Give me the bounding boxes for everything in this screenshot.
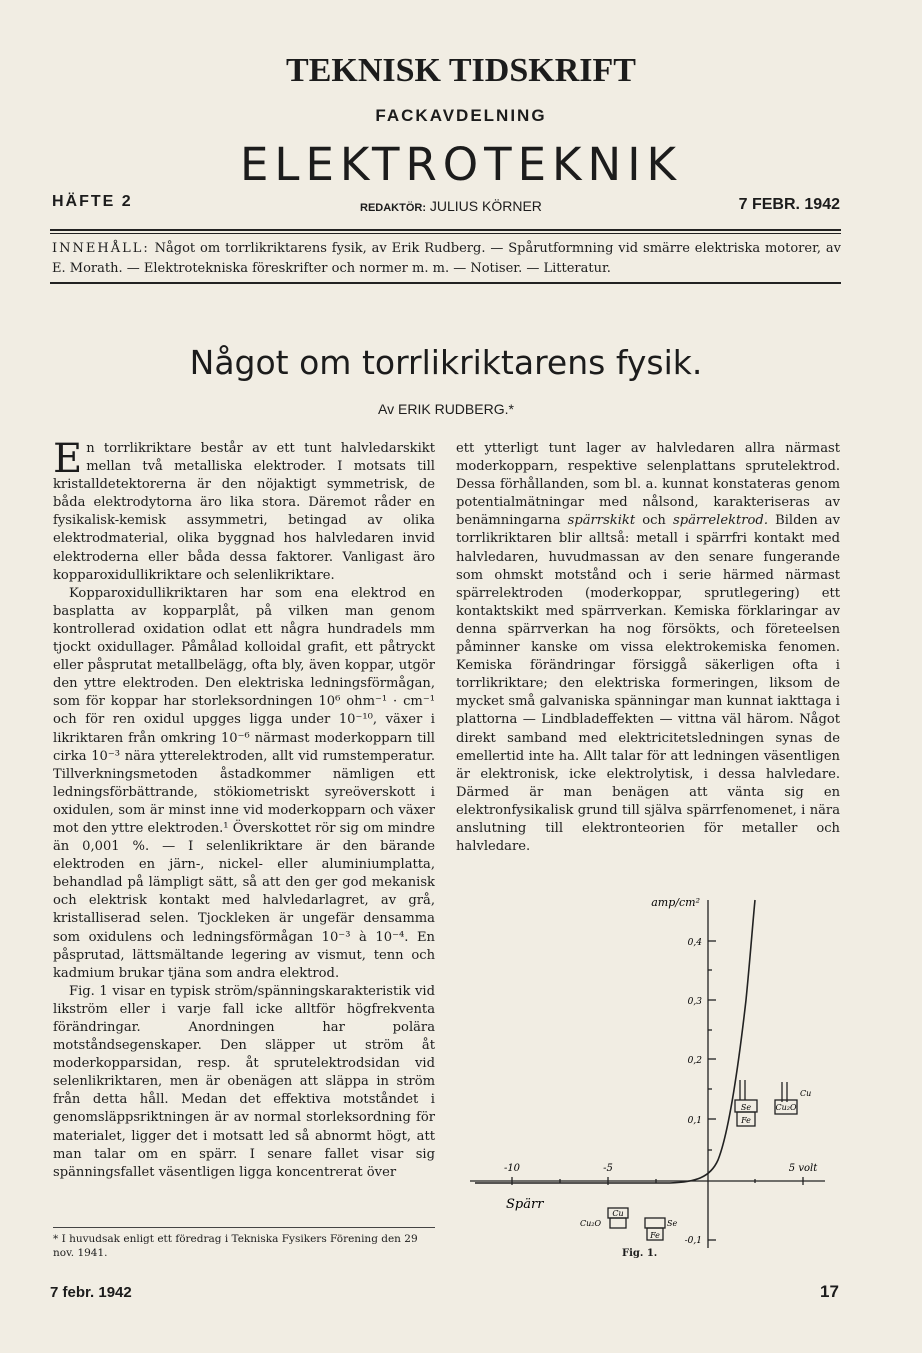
journal-title: TEKNISK TIDSKRIFT (286, 52, 636, 89)
svg-text:Cu₂O: Cu₂O (775, 1103, 797, 1112)
figure-1 (470, 890, 830, 1250)
paragraph: ett ytterligt tunt lager av halvledaren allra närmast moderkopparn, respektive selenplattans sprutelektrod. Dessa förhållanden, som bl. a. kunnat konstateras genom potentialmätningar med nålsond, karakteriseras av benämningarna spärrskikt och spärrelektrod. Bilden av torrlikriktaren blir alltså: metall i spärrfri kontakt med halvledaren, huvudmassan av den senare fungerande som ohmskt motstånd och i serie härmed närmast spärrelektroden (moderkoppar, sprutlegering) ett kontaktskikt med spärrverkan. Kemiska förklaringar av denna spärrverkan ha nog försökts, och företeelsen påminner kanske om vissa elektrokemiska fenomen. Kemiska förändringar försiggå säkerligen ofta i torrlikriktare; den elektriska formeringen, liksom de mycket små galvaniska spänningar man kunnat iakttaga i plattorna — Lindbladeffekten — vittna väl härom. Något direkt samband med elektricitetsledningen synas de emellertid inte ha. Allt talar för att ledningen väsentligen är elektronisk, icke elektrolytisk, i dessa halvledare. Därmed är man benägen att vänta sig en elektronfysikalisk grund till själva spärrfenomenet, i nära anslutning till elektronteorien för metaller och halvledare. (456, 441, 840, 855)
footnote: * I huvudsak enligt ett föredrag i Tekniska Fysikers Förening den 29 nov. 1941. (53, 1233, 418, 1259)
divider (50, 229, 841, 231)
contents-text: Något om torrlikriktarens fysik, av Erik Rudberg. — Spårutformning vid smärre elektriska motorer, av E. Morath. — Elektrotekniska föreskrifter och normer m. m. — Notiser. — Litteratur. (52, 241, 841, 276)
x-unit-label: 5 volt (788, 1163, 818, 1174)
paragraph: Kopparoxidullikriktaren har som ena elektrod en basplatta av kopparplåt, på vilken man genom kontrollerad oxidation odlat ett några hundradels mm tjockt oxidullager. Påmålad kolloidal grafit, ett påtryckt eller påsprutat metallbelägg, ofta bly, även koppar, utgör den yttre elektroden. Den elektriska ledningsförmågan, som för koppar har storleksordningen 10⁶ ohm⁻¹ · cm⁻¹ och för ren oxidul upgges ligga under 10⁻¹⁰, växer i likriktaren från omkring 10⁻⁶ närmast moderkopparn till cirka 10⁻³ nära ytterelektroden, allt vid rumstemperatur. Tillverkningsmetoden åstadkommer nämligen ett ledningsförbättrande, stökiometriskt syreöverskott i oxidulen, som är minst inne vid moderkopparn och växer mot den yttre elektroden.¹ Överskottet rör sig om mindre än 0,001 %. — I selenlikriktare är den bärande elektroden en järn-, nickel- eller aluminiumplatta, behandlad på lämpligt sätt, så att den ger god mekanisk och elektrisk kontakt med halvledarlagret, av grå, kristalliserad selen. Tjockleken är ungefär densamma som oxidulens och ledningsförmågan 10⁻³ à 10⁻⁴. En påsprutad, lättsmältande legering av vismut, tenn och kadmium brukar tjäna som andra elektrod. (53, 585, 435, 981)
editor-line (360, 198, 542, 214)
editor-label: REDAKTÖR: (360, 202, 426, 214)
paragraph: Fig. 1 visar en typisk ström/spänningskarakteristik vid likström eller i varje fall icke alltför högfrekventa förändringar. Anordningen har polära motståndsegenskaper. Den släpper ut ström åt moderkopparsidan, resp. åt sprutelektrodsidan vid selenlikriktaren, men är obenägen att släppa in ström från detta håll. Medan det effektiva motståndet i genomsläppsriktningen är av normal storleksordning för materialet, ligger det i motsatt led så abnormt högt, att man talar om en spärr. I senare fallet visar sig spänningsfallet väsentligen ligga koncentrerat över (53, 983, 435, 1180)
article-byline: Av ERIK RUDBERG.* (378, 401, 514, 417)
footnote-rule (53, 1227, 435, 1228)
divider (50, 282, 841, 284)
y-tick-label: -0,1 (684, 1236, 702, 1246)
page-number: 17 (820, 1282, 839, 1301)
issue-date: 7 FEBR. 1942 (738, 196, 840, 213)
x-tick-label: -5 (603, 1163, 613, 1174)
divider (50, 233, 841, 234)
footer-date: 7 febr. 1942 (50, 1284, 132, 1301)
contents-label: INNEHÅLL: (52, 241, 150, 256)
issue-label: HÄFTE 2 (52, 193, 133, 210)
cell-se-b (645, 1218, 665, 1228)
iv-curve (475, 900, 755, 1183)
left-column (53, 436, 435, 1182)
article-title: Något om torrlikriktarens fysik. (189, 343, 703, 382)
term-sparrelektrod: spärrelektrod. (672, 513, 768, 529)
paragraph: En torrlikriktare består av ett tunt halvledarskikt mellan två metalliska elektroder. I motsats till kristalldetektorerna är den nöjaktigt symmetrisk, de båda elektrodytorna äro lika stora. Däremot råder en fysikalisk-kemisk assymmetri, betingad av olika elektrodmaterial, olika byggnad hos halvledaren invid elektroderna eller båda dessa faktorer. Vanligast äro kopparoxidullikriktare och selenlikriktare. (53, 436, 435, 583)
svg-text:Fe: Fe (741, 1116, 751, 1125)
y-tick-label: 0,3 (687, 997, 702, 1007)
svg-text:Se: Se (667, 1219, 678, 1228)
contents-block (52, 239, 841, 279)
y-tick-label: 0,1 (687, 1116, 702, 1126)
editor-name: JULIUS KÖRNER (429, 198, 542, 214)
y-tick-label: 0,4 (687, 938, 702, 948)
y-unit-label: amp/cm² (651, 896, 700, 909)
drop-cap: E (53, 436, 83, 482)
svg-text:Cu₂O: Cu₂O (580, 1219, 602, 1228)
svg-text:Cu: Cu (612, 1209, 624, 1218)
right-column (456, 440, 840, 856)
svg-text:Fe: Fe (650, 1231, 660, 1240)
section-title: FACKAVDELNING (375, 106, 547, 125)
subject-title: ELEKTROTEKNIK (240, 138, 682, 191)
figure-caption: Fig. 1. (622, 1248, 658, 1259)
sparr-label: Spärr (506, 1197, 544, 1212)
x-tick-label: -10 (503, 1163, 521, 1174)
y-tick-label: 0,2 (687, 1056, 702, 1066)
svg-text:Cu: Cu (800, 1089, 812, 1098)
svg-text:Se: Se (740, 1103, 752, 1112)
term-sparrskikt: spärrskikt (567, 513, 636, 529)
